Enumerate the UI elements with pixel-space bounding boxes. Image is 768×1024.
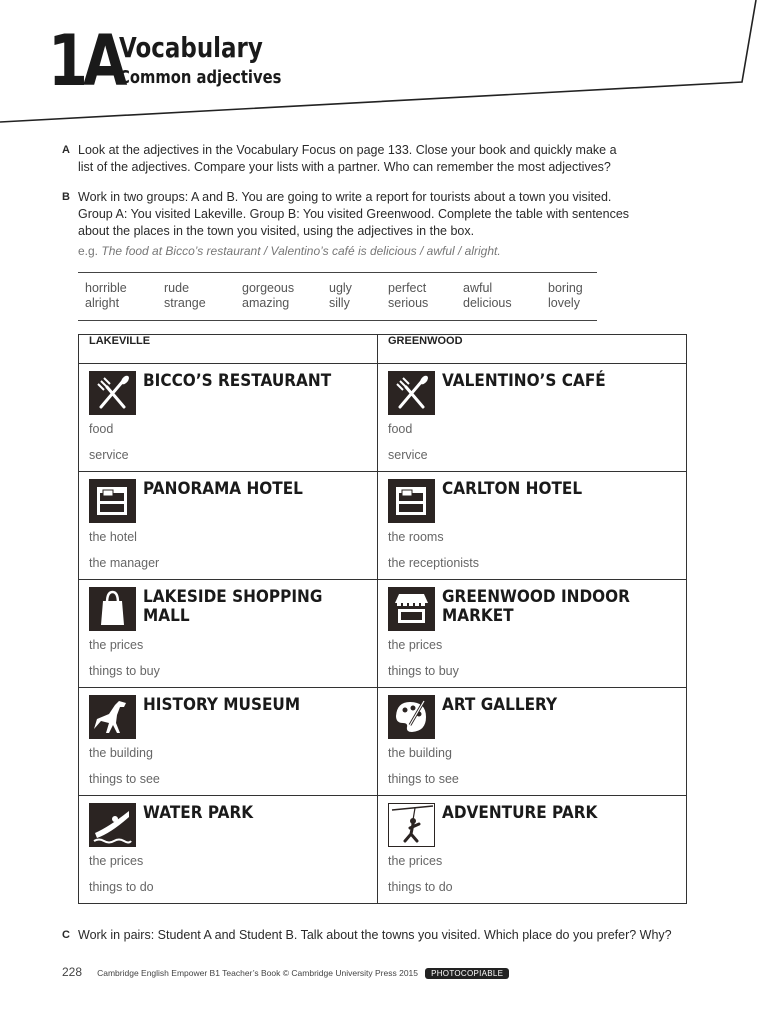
- place-name: VALENTINO’S CAFÉ: [442, 371, 606, 391]
- adjective-pair: horrible alright: [85, 281, 127, 310]
- criterion-label: things to see: [388, 772, 459, 786]
- adjective-pair: boring lovely: [548, 281, 583, 310]
- criterion-label: things to buy: [89, 664, 160, 678]
- adjective-pair: perfect serious: [388, 281, 429, 310]
- task-letter: B: [62, 191, 70, 203]
- example-text: The food at Bicco’s restaurant / Valentino’s café is delicious / awful / alright.: [101, 244, 501, 258]
- criterion-label: service: [388, 448, 428, 462]
- place-cell: [79, 580, 377, 687]
- adjective-pair: awful delicious: [463, 281, 512, 310]
- page-subtitle: Common adjectives: [119, 67, 282, 88]
- criterion-label: the building: [89, 746, 153, 760]
- place-cell: [79, 364, 377, 471]
- criterion-label: food: [89, 422, 114, 436]
- place-name: CARLTON HOTEL: [442, 479, 583, 499]
- places-table: [78, 334, 687, 904]
- place-name: WATER PARK: [143, 803, 254, 823]
- place-name: ART GALLERY: [442, 695, 558, 715]
- task-c: [62, 927, 702, 944]
- page-title: Vocabulary: [119, 31, 263, 64]
- example-prefix: e.g.: [78, 244, 99, 258]
- photocopiable-badge: PHOTOCOPIABLE: [425, 968, 509, 979]
- place-cell: [79, 688, 377, 795]
- place-cell: [79, 796, 377, 903]
- task-b: [62, 189, 662, 240]
- paint-palette-icon: [388, 695, 435, 739]
- criterion-label: the building: [388, 746, 452, 760]
- criterion-label: things to buy: [388, 664, 459, 678]
- criterion-label: things to do: [388, 880, 453, 894]
- task-text: Look at the adjectives in the Vocabulary Focus on page 133. Close your book and quickly make a list of the adjectives. Compare your lists with a partner. Who can remember the most adjectives?: [78, 143, 617, 174]
- page-footer: [62, 965, 509, 979]
- water-slide-icon: [89, 803, 136, 847]
- hotel-bed-icon: [89, 479, 136, 523]
- criterion-label: things to do: [89, 880, 154, 894]
- criterion-label: service: [89, 448, 129, 462]
- place-cell: [378, 796, 686, 903]
- copyright-credit: Cambridge English Empower B1 Teacher’s Book © Cambridge University Press 2015: [97, 968, 419, 978]
- criterion-label: the hotel: [89, 530, 137, 544]
- place-cell: [378, 580, 686, 687]
- task-a: [62, 142, 662, 176]
- criterion-label: the receptionists: [388, 556, 480, 570]
- criterion-label: food: [388, 422, 413, 436]
- task-letter: C: [62, 929, 70, 941]
- place-cell: [378, 364, 686, 471]
- dinosaur-icon: [89, 695, 136, 739]
- hotel-bed-icon: [388, 479, 435, 523]
- market-stall-icon: [388, 587, 435, 631]
- criterion-label: the prices: [388, 854, 443, 868]
- unit-number: 1A: [48, 20, 123, 102]
- shopping-bag-icon: [89, 587, 136, 631]
- adjective-pair: ugly silly: [329, 281, 352, 310]
- criterion-label: the rooms: [388, 530, 444, 544]
- page-number: 228: [62, 965, 83, 979]
- adjective-pair: rude strange: [164, 281, 206, 310]
- adjective-pair: gorgeous amazing: [242, 281, 295, 310]
- criterion-label: the prices: [89, 854, 144, 868]
- criterion-label: the manager: [89, 556, 160, 570]
- place-cell: [378, 688, 686, 795]
- task-letter: A: [62, 144, 70, 156]
- place-name: ADVENTURE PARK: [442, 803, 598, 823]
- criterion-label: things to see: [89, 772, 160, 786]
- restaurant-icon: [89, 371, 136, 415]
- place-name: HISTORY MUSEUM: [143, 695, 301, 715]
- column-header-greenwood: GREENWOOD: [378, 335, 687, 364]
- place-name: BICCO’S RESTAURANT: [143, 371, 332, 391]
- task-text: Work in pairs: Student A and Student B. Talk about the towns you visited. Which place do you prefer? Why?: [78, 928, 672, 942]
- task-text: Work in two groups: A and B. You are going to write a report for tourists about a town you visited. Group A: You visited Lakeville. Group B: You visited Greenwood. Complete the table with sentences about the places in the town you visited, using the adjectives in the box.: [78, 190, 630, 238]
- place-name: LAKESIDE SHOPPING MALL: [143, 587, 323, 626]
- criterion-label: the prices: [89, 638, 144, 652]
- place-name: GREENWOOD INDOOR MARKET: [442, 587, 630, 626]
- place-cell: [378, 472, 686, 579]
- place-cell: [79, 472, 377, 579]
- adjective-box: [78, 272, 597, 321]
- zipline-icon: [388, 803, 435, 847]
- example-sentence: [78, 244, 501, 258]
- place-name: PANORAMA HOTEL: [143, 479, 303, 499]
- restaurant-icon: [388, 371, 435, 415]
- column-header-lakeville: LAKEVILLE: [79, 335, 378, 364]
- criterion-label: the prices: [388, 638, 443, 652]
